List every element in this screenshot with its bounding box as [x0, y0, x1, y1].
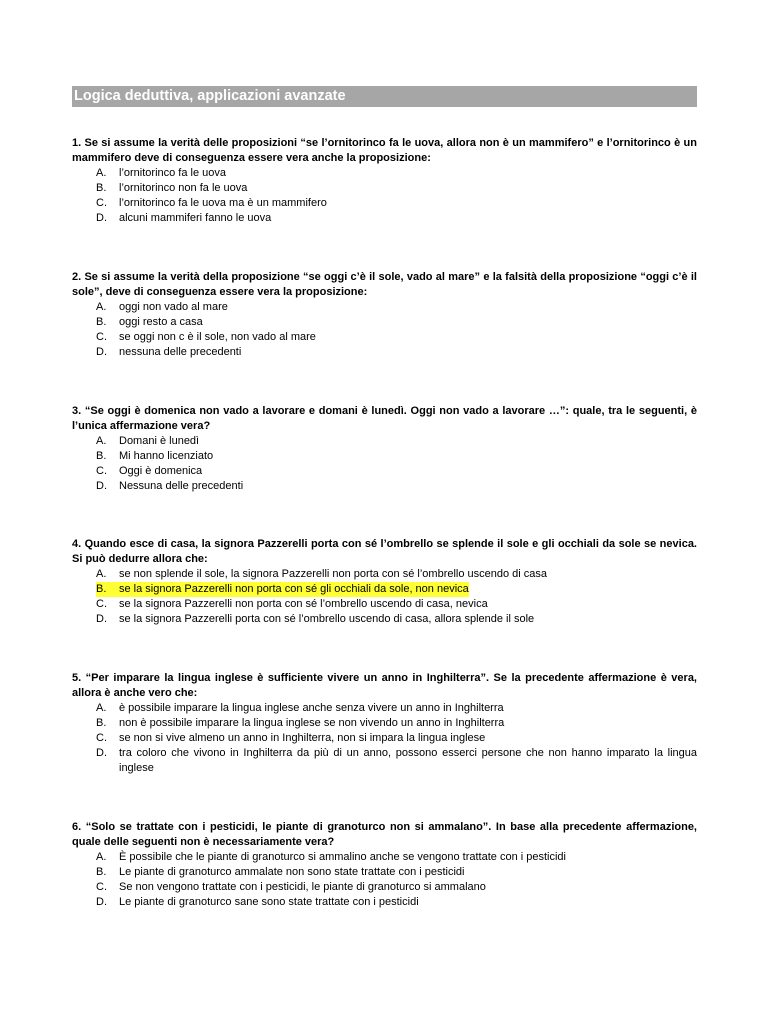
question-text: 2. Se si assume la verità della proposizione “se oggi c’è il sole, vado al mare” e la falsità della proposizione “oggi c’è il sole”, deve di conseguenza essere vera la proposizione:	[72, 271, 697, 298]
question-text: 5. “Per imparare la lingua inglese è sufficiente vivere un anno in Inghilterra”. Se la precedente affermazione è vera, allora è anche vero che:	[72, 672, 697, 699]
answer-option	[72, 345, 697, 360]
section-title: Logica deduttiva, applicazioni avanzate	[72, 86, 697, 107]
answer-option	[72, 746, 697, 776]
option-text: l’ornitorinco fa le uova ma è un mammifero	[119, 197, 327, 209]
question-text: 4. Quando esce di casa, la signora Pazzerelli porta con sé l’ombrello se splende il sole e gli occhiali da sole se nevica. Si può dedurre allora che:	[72, 538, 697, 565]
answer-option	[72, 300, 697, 315]
option-text: oggi non vado al mare	[119, 301, 228, 313]
answer-option	[72, 196, 697, 211]
option-letter: B.	[96, 450, 107, 462]
answer-options	[72, 300, 697, 360]
answer-option	[72, 479, 697, 494]
option-letter: C.	[96, 598, 107, 610]
option-text: Nessuna delle precedenti	[119, 480, 244, 492]
document-page	[72, 86, 697, 908]
option-letter: D.	[96, 747, 107, 759]
option-letter: B.	[96, 717, 107, 729]
option-text: l’ornitorinco non fa le uova	[119, 182, 248, 194]
option-text: se oggi non c è il sole, non vado al mare	[119, 331, 316, 343]
option-text: Se non vengono trattate con i pesticidi, le piante di granoturco si ammalano	[119, 881, 486, 893]
answer-option	[72, 895, 697, 910]
option-letter: D.	[96, 480, 107, 492]
option-text: Le piante di granoturco sane sono state trattate con i pesticidi	[119, 896, 419, 908]
answer-option	[72, 166, 697, 181]
answer-option	[72, 181, 697, 196]
option-letter: A.	[96, 851, 107, 863]
option-text: se la signora Pazzerelli non porta con sé l’ombrello uscendo di casa, nevica	[119, 598, 488, 610]
option-letter: D.	[96, 613, 107, 625]
question-1	[72, 136, 697, 226]
answer-option	[72, 567, 697, 582]
option-letter: B.	[96, 182, 107, 194]
answer-option	[72, 464, 697, 479]
option-text: tra coloro che vivono in Inghilterra da più di un anno, possono esserci persone che non hanno imparato la lingua inglese	[119, 747, 697, 774]
option-text: Le piante di granoturco ammalate non sono state trattate con i pesticidi	[119, 866, 465, 878]
question-6	[72, 820, 697, 910]
answer-options	[72, 166, 697, 226]
option-letter: C.	[96, 732, 107, 744]
answer-option	[72, 612, 697, 627]
question-4	[72, 537, 697, 627]
option-text: se non si vive almeno un anno in Inghilterra, non si impara la lingua inglese	[119, 732, 486, 744]
option-letter: A.	[96, 702, 107, 714]
answer-option	[72, 315, 697, 330]
option-letter: B.	[96, 866, 107, 878]
answer-option	[72, 449, 697, 464]
question-2	[72, 270, 697, 360]
answer-option	[72, 211, 697, 226]
answer-option	[72, 597, 697, 612]
option-letter: C.	[96, 197, 107, 209]
question-5	[72, 671, 697, 776]
option-text: se la signora Pazzerelli non porta con sé gli occhiali da sole, non nevica	[119, 583, 469, 595]
option-letter: B.	[96, 582, 119, 597]
answer-option	[72, 731, 697, 746]
option-letter: C.	[96, 331, 107, 343]
answer-option	[72, 850, 697, 865]
option-text: alcuni mammiferi fanno le uova	[119, 212, 272, 224]
option-letter: D.	[96, 212, 107, 224]
option-text: Domani è lunedì	[119, 435, 200, 447]
option-text: se la signora Pazzerelli porta con sé l’ombrello uscendo di casa, allora splende il sole	[119, 613, 535, 625]
option-text: non è possibile imparare la lingua inglese se non vivendo un anno in Inghilterra	[119, 717, 505, 729]
option-letter: C.	[96, 465, 107, 477]
option-text: se non splende il sole, la signora Pazzerelli non porta con sé l’ombrello uscendo di casa	[119, 568, 548, 580]
option-letter: B.	[96, 316, 107, 328]
answer-options	[72, 567, 697, 627]
answer-option	[72, 582, 697, 597]
option-letter: A.	[96, 167, 107, 179]
answer-option	[72, 330, 697, 345]
option-text: È possibile che le piante di granoturco si ammalino anche se vengono trattate con i pesticidi	[119, 851, 566, 863]
question-text: 6. “Solo se trattate con i pesticidi, le piante di granoturco non si ammalano”. In base alla precedente affermazione, quale delle seguenti non è necessariamente vera?	[72, 821, 697, 848]
answer-option	[72, 880, 697, 895]
option-letter: C.	[96, 881, 107, 893]
option-text: è possibile imparare la lingua inglese anche senza vivere un anno in Inghilterra	[119, 702, 504, 714]
question-3	[72, 404, 697, 494]
answer-options	[72, 434, 697, 494]
option-letter: A.	[96, 435, 107, 447]
question-text: 3. “Se oggi è domenica non vado a lavorare e domani è lunedì. Oggi non vado a lavorare …”: quale, tra le seguenti, è l’unica affermazione vera?	[72, 405, 697, 432]
option-letter: D.	[96, 896, 107, 908]
answer-options	[72, 701, 697, 776]
option-letter: A.	[96, 301, 107, 313]
option-text: oggi resto a casa	[119, 316, 203, 328]
answer-option	[72, 701, 697, 716]
option-text: Oggi è domenica	[119, 465, 203, 477]
answer-option	[72, 716, 697, 731]
option-letter: D.	[96, 346, 107, 358]
answer-option	[72, 434, 697, 449]
option-letter: A.	[96, 568, 107, 580]
question-text: 1. Se si assume la verità delle proposizioni “se l’ornitorinco fa le uova, allora non è un mammifero” e l’ornitorinco è un mammifero deve di conseguenza essere vera anche la proposizione:	[72, 137, 697, 164]
option-text: Mi hanno licenziato	[119, 450, 214, 462]
option-text: nessuna delle precedenti	[119, 346, 242, 358]
option-text: l’ornitorinco fa le uova	[119, 167, 227, 179]
answer-option	[72, 865, 697, 880]
answer-options	[72, 850, 697, 910]
